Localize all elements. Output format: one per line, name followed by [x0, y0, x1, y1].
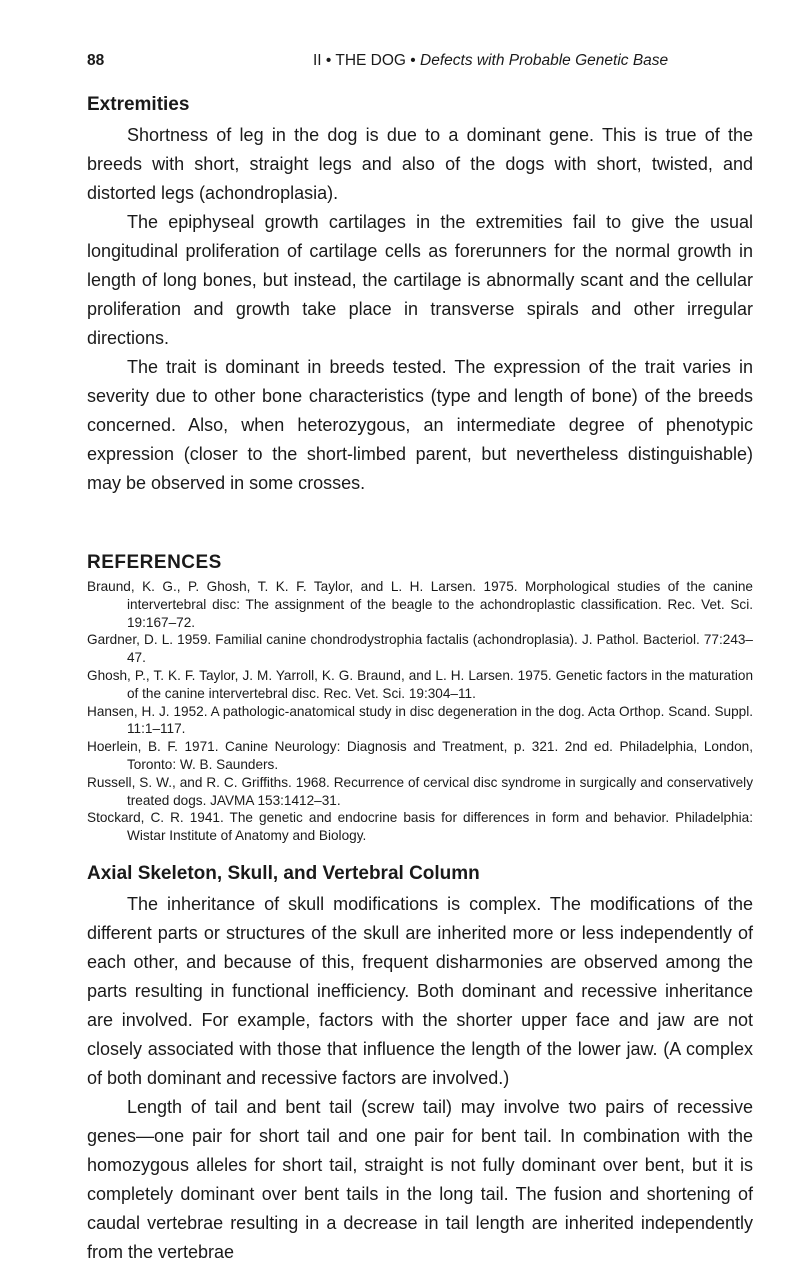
reference-item: Stockard, C. R. 1941. The genetic and endocrine basis for differences in form and behavior. Philadelphia: Wistar Institute of Anatomy and Biology.: [87, 810, 753, 844]
references-heading: REFERENCES: [87, 552, 222, 573]
references-list: [87, 578, 753, 845]
running-title-part2: Defects with Probable Genetic Base: [420, 52, 669, 69]
reference-item: Hoerlein, B. F. 1971. Canine Neurology: Diagnosis and Treatment, p. 321. 2nd ed. Philadelphia, London, Toronto: W. B. Saunders.: [87, 739, 753, 772]
paragraph: The trait is dominant in breeds tested. The expression of the trait varies in severity due to other bone characteristics (type and length of bone) of the breeds concerned. Also, when heterozygous, an intermediate degree of phenotypic expression (closer to the short-limbed parent, but nevertheless distinguishable) may be observed in some crosses.: [87, 357, 753, 493]
page: [87, 52, 753, 1267]
reference-item: Ghosh, P., T. K. F. Taylor, J. M. Yarroll, K. G. Braund, and L. H. Larsen. 1975. Genetic factors in the maturation of the canine intervertebral disc. Rec. Vet. Sci. 19:304–11.: [87, 667, 753, 701]
section-heading-axial-skeleton: Axial Skeleton, Skull, and Vertebral Column: [87, 862, 480, 884]
paragraph: The epiphyseal growth cartilages in the extremities fail to give the usual longitudinal proliferation of cartilage cells as forerunners for the normal growth in length of long bones, but instead, the cartilage is abnormally scant and the cellular proliferation and growth take place in transverse spirals and other irregular directions.: [87, 212, 753, 348]
paragraph: Shortness of leg in the dog is due to a dominant gene. This is true of the breeds with short, straight legs and also of the dogs with short, twisted, and distorted legs (achondroplasia).: [87, 125, 753, 203]
reference-item: Gardner, D. L. 1959. Familial canine chondrodystrophia factalis (achondroplasia). J. Pathol. Bacteriol. 77:243–47.: [87, 632, 753, 666]
running-title-part1: II • THE DOG •: [313, 52, 421, 69]
reference-item: Hansen, H. J. 1952. A pathologic-anatomical study in disc degeneration in the dog. Acta Orthop. Scand. Suppl. 11:1–117.: [87, 703, 753, 737]
running-head: [87, 52, 753, 92]
running-title: [313, 52, 668, 70]
reference-item: Braund, K. G., P. Ghosh, T. K. F. Taylor, and L. H. Larsen. 1975. Morphological studies of the canine intervertebral disc: The assignment of the beagle to the achondroplastic classification. Rec. Vet. Sci. 19:167–72.: [87, 579, 753, 630]
reference-item: Russell, S. W., and R. C. Griffiths. 1968. Recurrence of cervical disc syndrome in surgically and conservatively treated dogs. JAVMA 153:1412–31.: [87, 774, 753, 808]
paragraph: The inheritance of skull modifications is complex. The modifications of the different parts or structures of the skull are inherited more or less independently of each other, and because of this, frequent disharmonies are observed among the parts resulting in functional inefficiency. Both dominant and recessive inheritance are involved. For example, factors with the shorter upper face and jaw are not closely associated with those that influence the length of the lower jaw. (A complex of both dominant and recessive factors are involved.): [87, 893, 753, 1088]
paragraph: Length of tail and bent tail (screw tail) may involve two pairs of recessive genes—one pair for short tail and one pair for bent tail. In combination with the homozygous alleles for short tail, straight is not fully dominant over bent, but it is completely dominant over bent tails in the long tail. The fusion and shortening of caudal vertebrae resulting in a decrease in tail length are inherited independently from the vertebrae: [87, 1096, 753, 1262]
page-number: 88: [87, 52, 105, 69]
section-heading-extremities: Extremities: [87, 94, 190, 115]
